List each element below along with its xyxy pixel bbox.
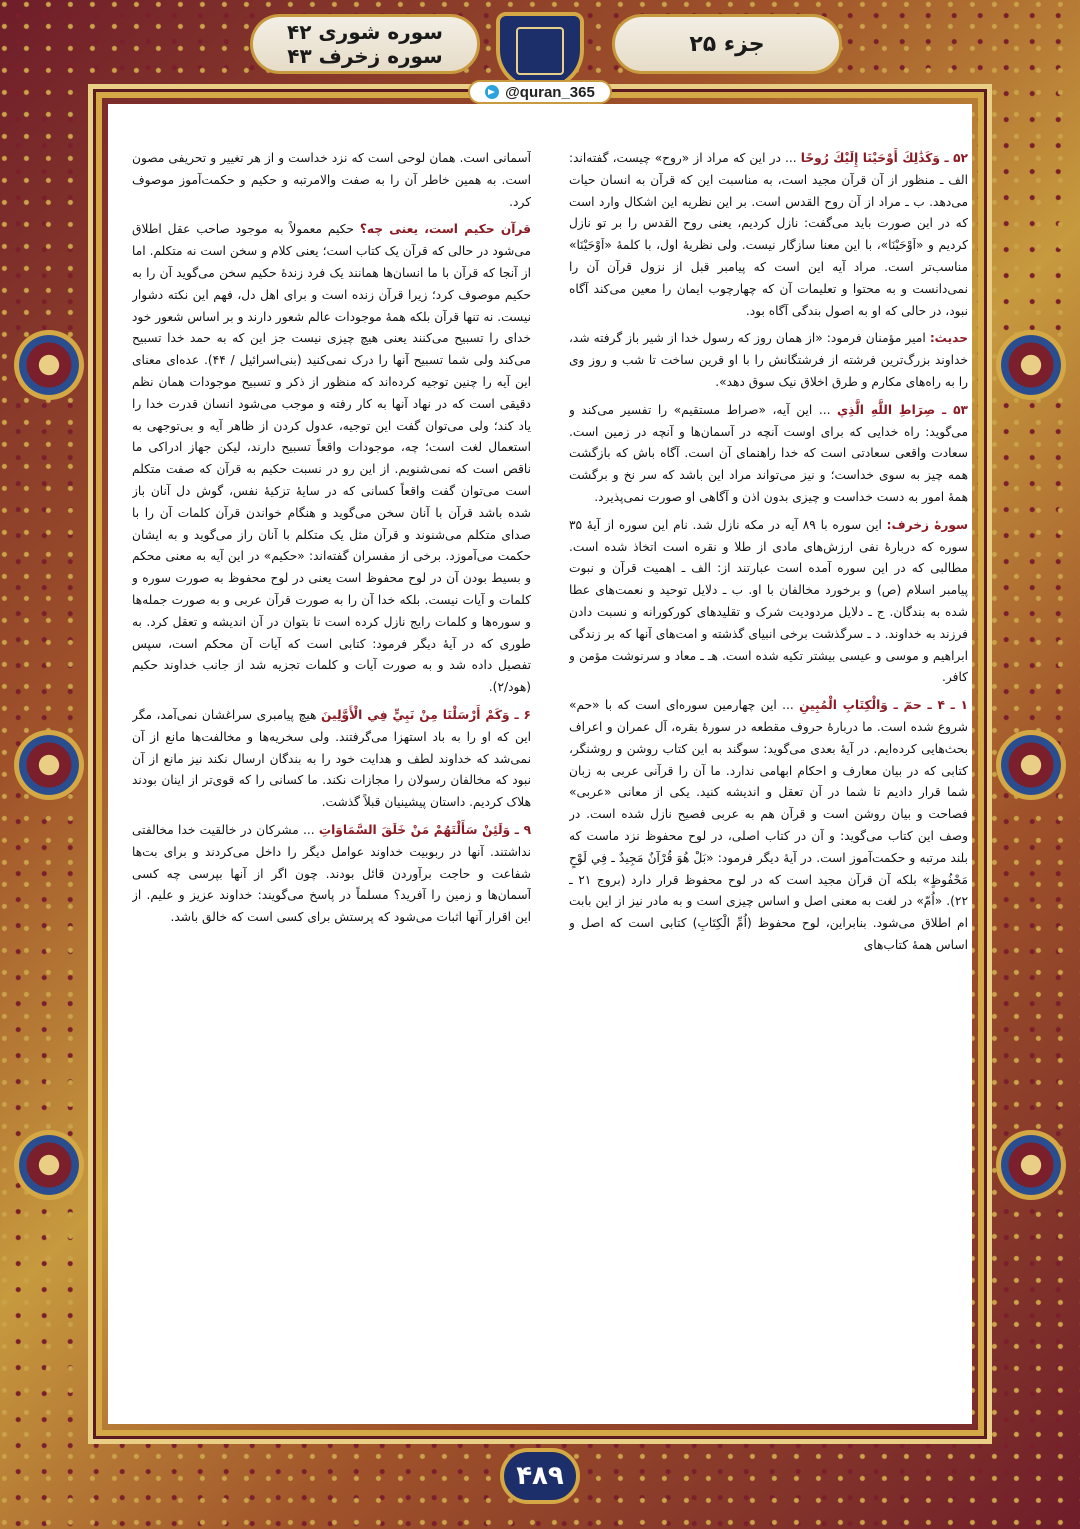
commentary-text: آسمانی است. همان لوحی است که نزد خداست و از هر تغییر و تحریفی مصون است. به همین خاطر آن را به صفت والامرتبه و حکیم و حکمت‌آموز موصوف کرد. xyxy=(132,151,531,209)
juz-label: جزء ۲۵ xyxy=(689,31,765,57)
quran-logo-medallion xyxy=(496,12,584,90)
ornament-rosette xyxy=(996,1130,1066,1200)
commentary-paragraph xyxy=(569,695,968,957)
commentary-paragraph xyxy=(132,705,531,814)
page-number xyxy=(500,1448,580,1504)
juz-cartouche xyxy=(612,14,842,74)
commentary-text: ... این چهارمین سوره‌ای است که با «حم» شروع شده است. ما دربارهٔ حروف مقطعه در سورهٔ بقره، آل عمران و اعراف بحث‌هایی کرده‌ایم. در آیهٔ بعدی می‌گوید: سوگند به این کتاب روشن و روشنگر، کتابی که در بیان معارف و احکام ابهامی ندارد. ما آن را قرآنی عربی به زبان شما قرار دادیم تا شما در آن تعقل و اندیشه کنید. یکی از معانی «عربی» فصاحت و بیان روشن است و قرآن هم به عربی فصیح نازل شده است. در وصف این کتاب می‌گوید: و آن در کتاب اصلی، در لوح محفوظ نزد ماست که بلند مرتبه و حکمت‌آموز است. در آیهٔ دیگر فرمود: «بَلْ هُوَ قُرْآنٌ مَجِيدٌ ـ فِي لَوْحٍ مَحْفُوظٍ» بلکه آن قرآن مجید است که در لوح محفوظ قرار دارد (بروج ۲۱ ـ ۲۲). «اُمّ» در لغت به معنی اصل و اساس چیزی است و به مادر نیز از این بابت ام اطلاق می‌شود. بنابراین، لوح محفوظ (اُمِّ الْكِتَابِ) کتابی است که اصل و اساس همهٔ کتاب‌های xyxy=(569,698,968,952)
verse-heading: ۶ ـ وَكَمْ أَرْسَلْنَا مِنْ نَبِيٍّ فِي الْأَوَّلِينَ xyxy=(321,707,531,722)
commentary-paragraph xyxy=(569,400,968,509)
ornament-rosette xyxy=(14,1130,84,1200)
verse-heading: قرآن حکیم است، یعنی چه؟ xyxy=(359,222,531,237)
ornament-rosette xyxy=(996,730,1066,800)
verse-heading: ۵۲ ـ وَكَذَٰلِكَ أَوْحَيْنَا إِلَيْكَ رُوحًا xyxy=(800,151,968,165)
ornament-rosette xyxy=(996,330,1066,400)
commentary-text: ... این آیه، «صراط مستقیم» را تفسیر می‌کند و می‌گوید: راه خدایی که برای اوست آنچه در آسمان‌ها و آنچه در زمین است. سعادت واقعی سعادتی است که خدا راهنمای آن است. آگاه باش که بازگشت همه چیز به سوی خداست؛ و نیز می‌تواند مراد این باشد که سر نخ و برگشت همهٔ امور به دست خداست و چیزی بدون اذن و آگاهی او صورت نمی‌پذیرد. xyxy=(569,402,968,504)
verse-heading: ۱ ـ ۴ ـ حمٓ ـ وَالْكِتَابِ الْمُبِينِ xyxy=(799,698,968,713)
commentary-paragraph xyxy=(132,219,531,699)
verse-heading: سورهٔ زخرف: xyxy=(886,517,968,532)
verse-heading: ۹ ـ وَلَئِنْ سَأَلْتَهُمْ مَنْ خَلَقَ السَّمَاوَاتِ xyxy=(318,822,531,837)
commentary-columns xyxy=(132,148,968,1398)
verse-heading: ۵۳ ـ صِرَاطِ اللَّهِ الَّذِي xyxy=(837,402,968,417)
verse-heading: حدیث: xyxy=(929,331,968,346)
left-column xyxy=(132,148,531,1398)
telegram-icon xyxy=(485,85,499,99)
ornament-rosette xyxy=(14,330,84,400)
commentary-paragraph xyxy=(132,148,531,213)
commentary-text: این سوره با ۸۹ آیه در مکه نازل شد. نام این سوره از آیهٔ ۳۵ سوره که دربارهٔ نفی ارزش‌های مادی از طلا و نقره است اتخاذ شده است. مطالبی که در این سوره آمده است عبارتند از: الف ـ اهمیت قرآن و نبوت پیامبر اسلام (ص) و برخورد مخالفان با او. ب ـ دلایل توحید و نعمت‌های عطا شده به بندگان. ج ـ دلایل مردودیت شرک و تقلیدهای کورکورانه و نسبت دادن فرزند به خداوند. د ـ سرگذشت برخی انبیای گذشته و امت‌های آنها که بر زندگی ابراهیم و موسی و عیسی بیشتر تکیه شده است. هـ ـ معاد و سرنوشت مؤمن و کافر. xyxy=(569,517,968,685)
quran-logo-icon xyxy=(516,27,564,75)
commentary-text: ... در این که مراد از «روح» چیست، گفته‌اند: الف ـ منظور از آن قرآن مجید است، به مناسبت این که قرآن به انسان حیات می‌دهد. ب ـ مراد از آن روح القدس است. بر این نظریه این اشکال وارد است که در این صورت باید می‌گفت: نازل کردیم، یعنی روح القدس را بر تو نازل کردیم و «اَوْحَيْنَا»، با این معنا سازگار نیست. ولی نظریهٔ اول، با کلمهٔ «اَوْحَيْنَا» مناسب‌تر است. مراد آیه این است که پیامبر قبل از نزول قرآن آن را نمی‌دانست و به محتوا و تعلیمات آن که چهارچوب ایمان را معین می‌کند آگاه نبود، در حالی که او به اصول بندگی آگاه بود. xyxy=(569,151,968,318)
ornament-rosette xyxy=(14,730,84,800)
surah-title-shura: سوره شوری ۴۲ xyxy=(287,20,443,44)
surah-cartouche xyxy=(250,14,480,74)
page-number-text: ۴۸۹ xyxy=(516,1461,564,1491)
channel-handle[interactable] xyxy=(468,80,612,104)
commentary-text: حکیم معمولاً به موجود صاحب عقل اطلاق می‌شود در حالی که قرآن یک کتاب است؛ یعنی کلام و سخن است نه متکلم. اما از آنجا که قرآن با ما انسان‌ها همانند یک فرد زندهٔ حکیم سخن می‌گوید آن را به حکیم موصوف کرد؛ زیرا قرآن زنده است و برای اهل دل، فهم این نکته دشوار نیست. نه تنها قرآن بلکه همهٔ موجودات عالم شعور دارند و بر اساس شعور خود خدای را تسبیح می‌کنند یعنی هیچ چیزی نیست جز این که به حمد خدا تسبیح می‌کند ولی شما تسبیح آنها را درک نمی‌کنید (بنی‌اسرائیل / ۴۴). عده‌ای معنای این آیه را چنین توجیه کرده‌اند که منظور از ذکر و تسبیح موجودات همان نظم دقیقی است که در نهاد آنها به کار رفته و موجب می‌شود انسان قدرت خدا را یاد کند؛ ولی می‌توان گفت این توجیه، عدول کردن از ظاهر آیه و بی‌توجهی به استعمال لغت است؛ چه، موجودات واقعاً تسبیح دارند، لیکن جهاز ادراکی ما ناقص است که نمی‌شنویم. از این رو در نسبت حکیم به قرآن که صفت متکلم است می‌توان گفت واقعاً کسانی که در سایهٔ تزکیهٔ نفس، گوش دل آنان باز شده باشد قرآن با آنان سخن می‌گوید و هنگام خواندن قرآن کلمات آن را با صدای متکلم می‌شنوند و قرآن مثل یک متکلم با آنان راز می‌گوید و به ایشان حکمت می‌آموزد. برخی از مفسران گفته‌اند: «حکیم» در این آیه به معنی محکم و بسیط بودن آن در لوح محفوظ است یعنی در لوح محفوظ به صورت سوره و کلمات و آیات نیست. بلکه خدا آن را به صورت قرآن عربی و به صورت جمله‌ها و سوره‌ها و کلمات رایج نازل کرده است تا بتوان در آن اندیشه و تعقل کرد. به طوری که در آیهٔ دیگر فرمود: کتابی است که آیات آن محکم است، سپس تفصیل داده شد و به صورت آیات و کلمات تجزیه شد از جانب خداوند حکیم (هود/۲). xyxy=(132,222,531,695)
right-column xyxy=(569,148,968,1398)
commentary-text: ... مشرکان در خالقیت خدا مخالفتی نداشتند. آنها در ربوبیت خداوند عوامل دیگر را داخل می‌کردند و برای بت‌ها شفاعت و حاجت برآوردن قائل بودند. چون اگر از آنها بپرسی چه کسی آسمان‌ها و زمین را آفرید؟ مسلماً در پاسخ می‌گویند: خداوند عزیز و علیم. از این اقرار آنها اثبات می‌شود که پرستش برای کسی است که خالق باشد. xyxy=(132,822,531,925)
commentary-paragraph xyxy=(569,148,968,322)
commentary-paragraph xyxy=(569,328,968,393)
commentary-paragraph xyxy=(132,820,531,929)
channel-handle-text: @quran_365 xyxy=(505,83,595,101)
commentary-text: هیچ پیامبری سراغشان نمی‌آمد، مگر این که او را به باد استهزا می‌گرفتند. ولی سخریه‌ها و مخالفت‌ها مانع از آن نمی‌شد که خداوند لطف و هدایت خود را به بندگان ارسال نکند نیز مانع از آن نبود که مخالفان رسولان را مجازات نکند. ما کسانی را که قوی‌تر از اینان بودند هلاک کردیم. داستان پیشینیان قبلاً گذشت. xyxy=(132,707,531,810)
commentary-paragraph xyxy=(569,515,968,689)
surah-title-zukhruf: سوره زخرف ۴۳ xyxy=(287,44,443,68)
commentary-text: امیر مؤمنان فرمود: «از همان روز که رسول خدا از شیر باز گرفته شد، خداوند بزرگ‌ترین فرشته از فرشتگانش را با او قرین ساخت تا شب و روز وی را به راه‌های مکارم و طرق اخلاق نیک سوق دهد». xyxy=(569,331,968,389)
